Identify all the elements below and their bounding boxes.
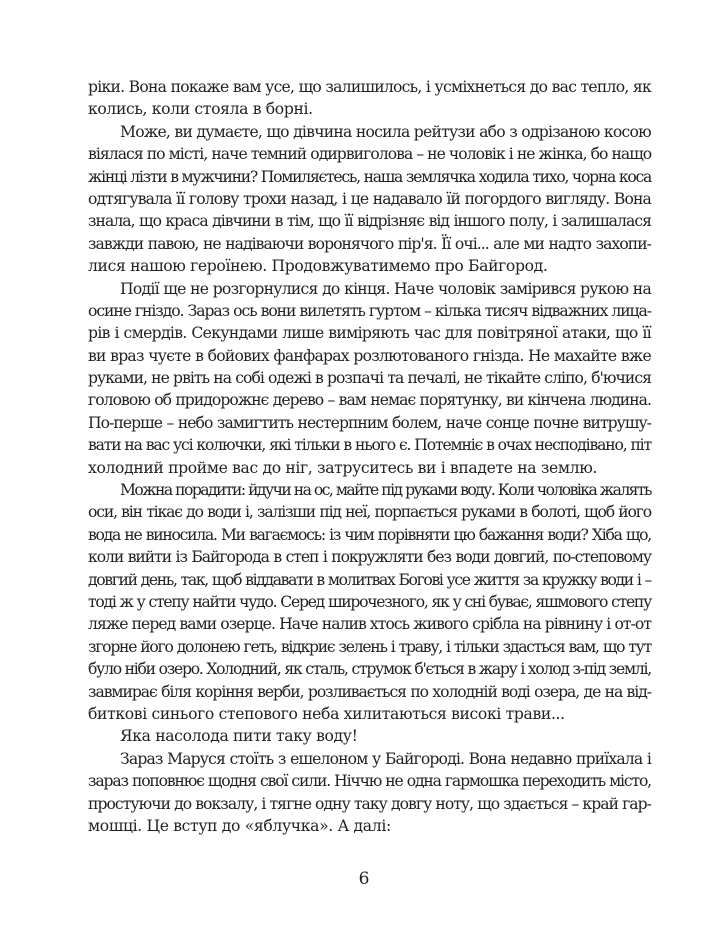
page-number: 6 — [358, 869, 370, 889]
text-line: згорне його долонею геть, відкриє зелень і траву, і тільки здасться вам, що тут — [88, 637, 651, 656]
text-line: оси, він тікає до води і, залізши під неї, порпається руками в болоті, щоб його — [88, 503, 651, 522]
text-line: одтягувала її голову трохи назад, і це надавало їй погордого вигляду. Вона — [88, 189, 651, 208]
text-line: простуючи до вокзалу, і тягне одну таку довгу ноту, що здається – край гар- — [88, 794, 651, 813]
text-line: знала, що краса дівчини в тім, що її відрізняє від іншого полу, і залишалася — [88, 212, 651, 231]
text-line: головою об придорожнє дерево – вам немає порятунку, ви кінчена людина. — [88, 391, 651, 410]
text-line: холодний пройме вас до ніг, затруситесь ви і впадете на землю. — [88, 458, 598, 477]
text-line: завмирає біля коріння верби, розливається по холодній воді озера, де на від- — [88, 682, 651, 701]
text-line: вода не виносила. Ми вагаємось: із чим порівняти цю бажання води? Хіба що, — [88, 525, 651, 544]
text-line: биткові синього степового неба хилитаються високі трави... — [88, 704, 565, 723]
text-line: руками, не рвіть на собі одежі в розпачі та печалі, не тікайте сліпо, б'ючися — [88, 369, 651, 388]
text-line: Яка насолода пити таку воду! — [120, 727, 358, 746]
text-line: завжди павою, не надіваючи воронячого пір'я. Її очі... але ми надто захопи- — [88, 234, 651, 253]
text-line: жінці лізти в мужчини? Помиляєтесь, наша землячка ходила тихо, чорна коса — [88, 167, 651, 186]
text-line: зараз поповнює щодня свої сили. Ніччю не одна гармошка переходить місто, — [88, 772, 651, 791]
body-text — [88, 76, 651, 837]
text-line: було ніби озеро. Холодний, як сталь, струмок б'ється в жару і холод з-під землі, — [88, 660, 651, 679]
text-line: вати на вас усі колючки, які тільки в нього є. Потемніє в очах несподівано, піт — [88, 436, 651, 455]
text-line: По-перше – небо замигтить нестерпним болем, наче сонце почне витрушу- — [88, 413, 651, 432]
text-line: віялася по місті, наче темний одирвиголова – не чоловік і не жінка, бо нащо — [88, 145, 652, 164]
text-line: Події ще не розгорнулися до кінця. Наче чоловік замірився рукою на — [120, 279, 651, 298]
text-line: коли вийти із Байгорода в степ і покружляти без води довгий, по-степовому — [88, 548, 651, 567]
text-line: Зараз Маруся стоїть з ешелоном у Байгороді. Вона недавно приїхала і — [120, 749, 651, 768]
text-line: мошці. Це вступ до «яблучка». А далі: — [88, 816, 391, 835]
text-line: колись, коли стояла в борні. — [88, 100, 313, 119]
text-line: осине гніздо. Зараз ось вони вилетять гуртом – кілька тисяч відважних лица- — [88, 301, 651, 320]
text-line: Може, ви думаєте, що дівчина носила рейтузи або з одрізаною косою — [120, 122, 651, 141]
text-line: рів і смердів. Секундами лише виміряють час для повітряної атаки, що її — [88, 324, 651, 343]
text-line: тоді ж у степу найти чудо. Серед широчезного, як у сні буває, яшмового степу — [88, 592, 651, 611]
text-line: ляже перед вами озерце. Наче налив хтось живого срібла на рівнину і от-от — [88, 615, 651, 634]
text-line: ріки. Вона покаже вам усе, що залишилось, і усміхнеться до вас тепло, як — [88, 78, 651, 96]
text-line: довгий день, так, щоб віддавати в молитвах Богові усе життя за кружку води і – — [88, 570, 651, 589]
text-line: лися нашою героїнею. Продовжуватимемо про Байгород. — [88, 257, 548, 276]
text-line: ви враз чуєте в бойових фанфарах розлютованого гнізда. Не махайте вже — [88, 346, 651, 365]
text-line: Можна порадити: йдучи на ос, майте під руками воду. Коли чоловіка жалять — [120, 481, 651, 500]
